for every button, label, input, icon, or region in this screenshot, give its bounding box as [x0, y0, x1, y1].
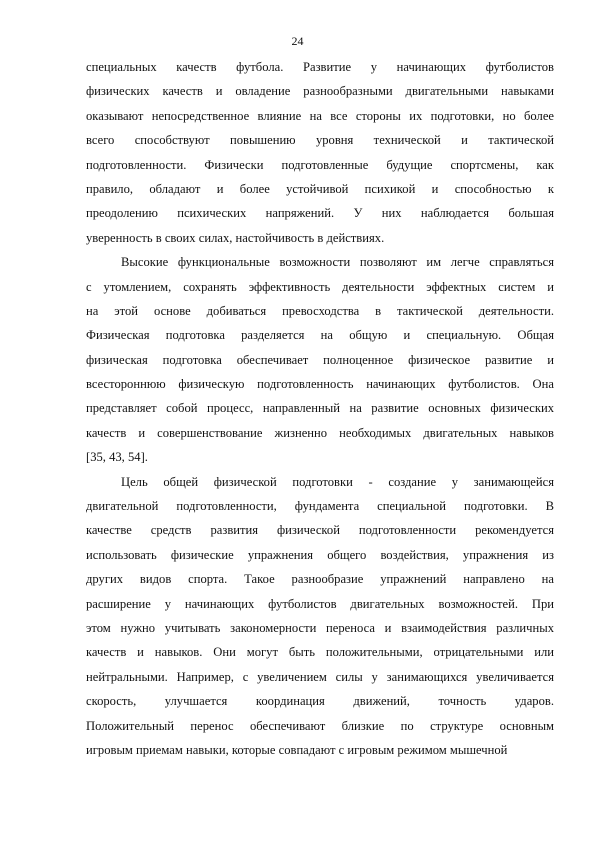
- text-line: уверенность в своих силах, настойчивость в действиях.: [86, 230, 385, 245]
- page-number: 24: [291, 34, 304, 48]
- text-line: преодолению психических напряжений. У них наблюдается большая: [86, 206, 554, 221]
- paragraph: [86, 250, 554, 470]
- text-line: Высокие функциональные возможности позволяют им легче справляться: [121, 255, 554, 270]
- paragraph: [86, 55, 554, 250]
- text-line: правило, обладают и более устойчивой психикой и способностью к: [86, 181, 554, 196]
- text-line: всего способствуют повышению уровня технической и тактической: [86, 133, 554, 148]
- text-line: качестве средств развития физической подготовленности рекомендуется: [86, 523, 554, 538]
- text-line: всестороннюю физическую подготовленность начинающих футболистов. Она: [86, 377, 554, 392]
- text-line: физическая подготовка обеспечивает полноценное физическое развитие и: [86, 352, 554, 367]
- document-body: [86, 55, 554, 762]
- text-line: Положительный перенос обеспечивают близкие по структуре основным: [86, 718, 554, 733]
- text-line: [35, 43, 54].: [86, 450, 148, 465]
- text-line: этом нужно учитывать закономерности переноса и взаимодействия различных: [86, 620, 554, 635]
- text-line: нейтральными. Например, с увеличением силы у занимающихся увеличивается: [86, 669, 554, 684]
- text-line: использовать физические упражнения общего воздействия, упражнения из: [86, 547, 554, 562]
- text-line: скорость, улучшается координация движений, точность ударов.: [86, 694, 554, 709]
- paragraph: [86, 470, 554, 763]
- text-line: подготовленности. Физически подготовленные будущие спортсмены, как: [86, 157, 554, 172]
- text-line: с утомлением, сохранять эффективность деятельности эффектных систем и: [86, 279, 554, 294]
- text-line: Физическая подготовка разделяется на общую и специальную. Общая: [86, 328, 554, 343]
- text-line: двигательной подготовленности, фундамента специальной подготовки. В: [86, 499, 554, 514]
- text-line: на этой основе добиваться превосходства в тактической деятельности.: [86, 303, 554, 318]
- text-line: качеств и совершенствование жизненно необходимых двигательных навыков: [86, 425, 554, 440]
- text-line: оказывают непосредственное влияние на все стороны их подготовки, но более: [86, 108, 554, 123]
- text-line: физических качеств и овладение разнообразными двигательными навыками: [86, 84, 554, 99]
- text-line: расширение у начинающих футболистов двигательных возможностей. При: [86, 596, 554, 611]
- text-line: специальных качеств футбола. Развитие у начинающих футболистов: [86, 60, 554, 74]
- text-line: качеств и навыков. Они могут быть положительными, отрицательными или: [86, 645, 554, 660]
- text-line: игровым приемам навыки, которые совпадают с игровым режимом мышечной: [86, 742, 508, 757]
- text-line: других видов спорта. Такое разнообразие упражнений направлено на: [86, 572, 554, 587]
- text-line: Цель общей физической подготовки - создание у занимающейся: [121, 474, 554, 489]
- text-line: представляет собой процесс, направленный на развитие основных физических: [86, 401, 554, 416]
